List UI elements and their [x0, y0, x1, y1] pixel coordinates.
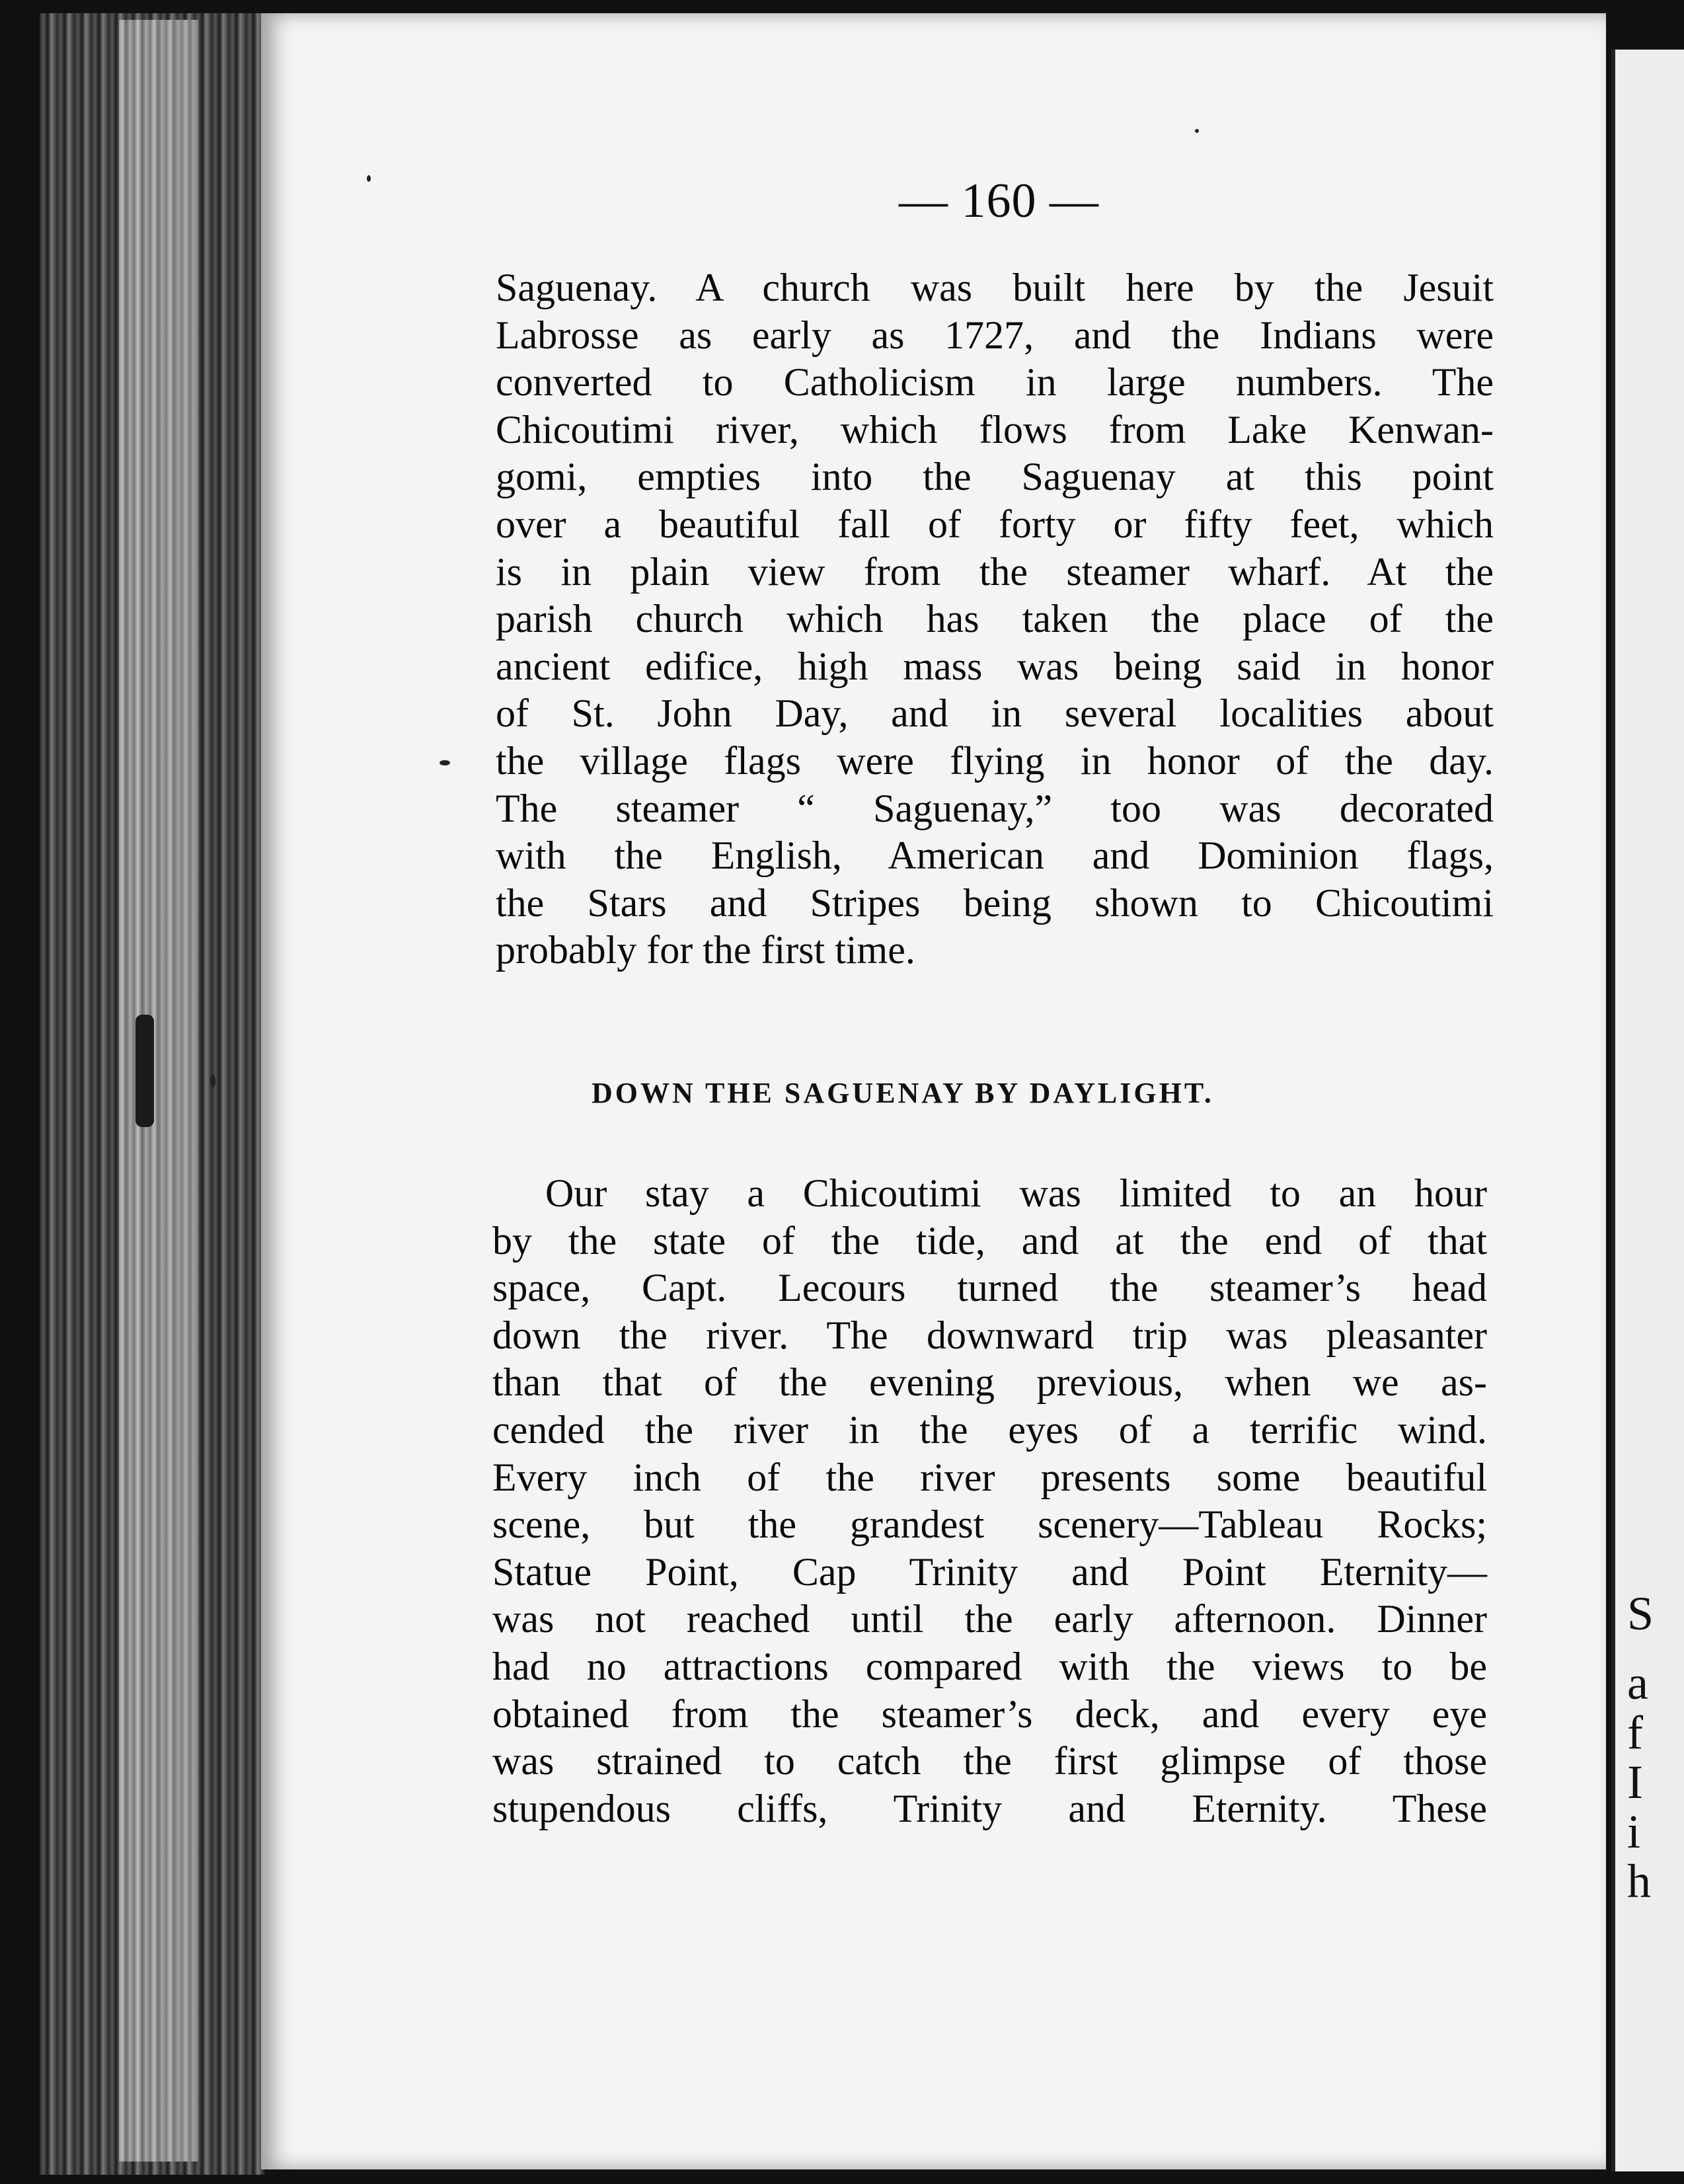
- facing-glyph: I: [1627, 1756, 1643, 1809]
- text-line: of St. John Day, and in several localities about: [496, 691, 1494, 736]
- text-line: converted to Catholicism in large numbers. The: [496, 360, 1494, 405]
- text-line: Labrosse as early as 1727, and the Indians were: [496, 313, 1494, 357]
- paper-speck: [1195, 129, 1199, 133]
- text-line: is in plain view from the steamer wharf. At the: [496, 549, 1494, 594]
- section-heading: DOWN THE SAGUENAY BY DAYLIGHT.: [592, 1077, 1214, 1109]
- paper-speck: [440, 760, 450, 765]
- text-line: cended the river in the eyes of a terrific wind.: [492, 1407, 1487, 1452]
- text-line: gomi, empties into the Saguenay at this point: [496, 455, 1494, 499]
- text-line: Saguenay. A church was built here by the Jesuit: [496, 266, 1494, 309]
- paper-speck: [210, 1074, 215, 1087]
- text-line: probably for the first time.: [496, 928, 915, 972]
- text-line: was not reached until the early afternoon. Dinner: [492, 1597, 1487, 1641]
- text-line: The steamer “ Saguenay,” too was decorated: [496, 786, 1494, 830]
- text-line: had no attractions compared with the views to be: [492, 1644, 1487, 1688]
- text-line: was strained to catch the first glimpse of those: [492, 1739, 1487, 1783]
- paper-speck: [367, 175, 371, 182]
- text-line: parish church which has taken the place of the: [496, 597, 1494, 641]
- text-line: over a beautiful fall of forty or fifty feet, which: [496, 502, 1494, 546]
- text-line: by the state of the tide, and at the end of that: [492, 1218, 1487, 1263]
- text-line: Every inch of the river presents some beautiful: [492, 1455, 1487, 1499]
- page-number: — 160 —: [899, 174, 1099, 228]
- edge-notch: [135, 1015, 154, 1127]
- text-line: obtained from the steamer’s deck, and every eye: [492, 1692, 1487, 1736]
- facing-page: [1611, 50, 1684, 2171]
- facing-glyph: a: [1627, 1657, 1648, 1709]
- text-line: Our stay a Chicoutimi was limited to an hour: [545, 1171, 1487, 1215]
- text-line: with the English, American and Dominion flags,: [496, 834, 1494, 878]
- text-line: Chicoutimi river, which flows from Lake Kenwan-: [496, 407, 1494, 451]
- text-line: Statue Point, Cap Trinity and Point Eternity—: [492, 1549, 1487, 1594]
- text-line: scene, but the grandest scenery—Tableau Rocks;: [492, 1502, 1487, 1547]
- facing-glyph: i: [1627, 1805, 1641, 1858]
- facing-glyph: h: [1627, 1855, 1651, 1908]
- text-line: ancient edifice, high mass was being said in honor: [496, 644, 1494, 688]
- text-line: stupendous cliffs, Trinity and Eternity. These: [492, 1786, 1487, 1830]
- book-page-edges: [119, 20, 198, 2162]
- facing-glyph: S: [1627, 1587, 1654, 1640]
- text-line: space, Capt. Lecours turned the steamer’s head: [492, 1266, 1487, 1310]
- paragraph-2: [492, 1170, 1487, 1832]
- paragraph-1: [496, 264, 1494, 974]
- text-line: the Stars and Stripes being shown to Chicoutimi: [496, 880, 1494, 925]
- facing-glyph: f: [1627, 1706, 1643, 1759]
- text-line: down the river. The downward trip was pleasanter: [492, 1313, 1487, 1357]
- text-line: than that of the evening previous, when we as-: [492, 1360, 1487, 1405]
- text-line: the village flags were flying in honor of the day.: [496, 738, 1494, 783]
